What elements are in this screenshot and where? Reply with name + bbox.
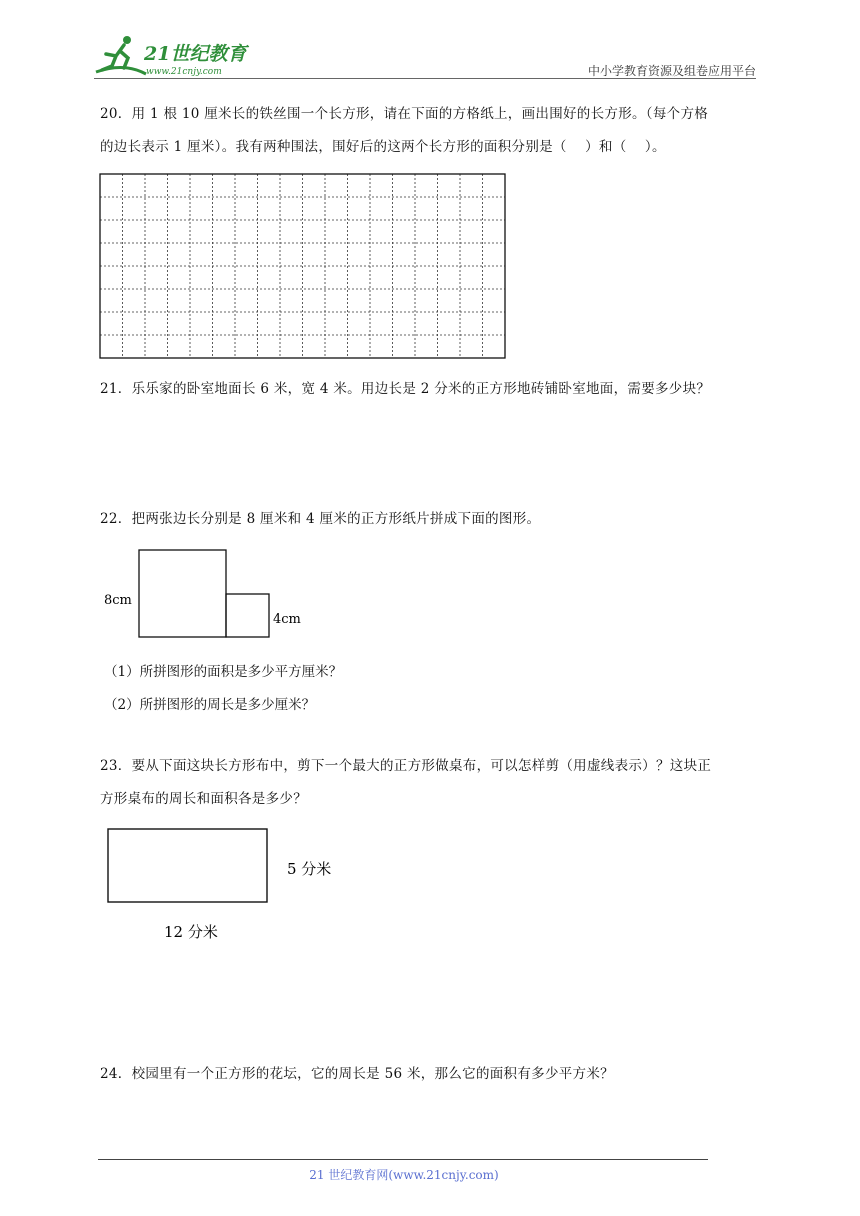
- question-20-line1: 20．用 1 根 10 厘米长的铁丝围一个长方形，请在下面的方格纸上，画出围好的长方形。（每个方格: [100, 106, 709, 122]
- runner-icon: [96, 36, 146, 74]
- question-23: [100, 750, 760, 816]
- square-grid-paper[interactable]: [99, 173, 507, 359]
- big-square-label: 8cm: [104, 593, 132, 608]
- small-square: [226, 594, 269, 637]
- footer-text: 21 世纪教育网(www.21cnjy.com): [309, 1168, 499, 1182]
- rectangle-cloth-figure[interactable]: [100, 822, 360, 952]
- question-22-sub1: （1）所拼图形的面积是多少平方厘米？: [104, 664, 343, 680]
- logo-text: 21世纪教育: [144, 43, 247, 65]
- footer-divider: [98, 1159, 708, 1160]
- logo-url: www.21cnjy.com: [146, 67, 222, 77]
- platform-name: 中小学教育资源及组卷应用平台: [587, 64, 756, 78]
- question-22-sub2: （2）所拼图形的周长是多少厘米？: [104, 697, 316, 713]
- question-23-line2: 方形桌布的周长和面积各是多少？: [100, 791, 307, 807]
- question-20-line2: 的边长表示 1 厘米）。我有两种围法，围好后的这两个长方形的面积分别是（ ）和（ ）。: [100, 139, 666, 155]
- question-24: 24．校园里有一个正方形的花坛，它的周长是 56 米，那么它的面积有多少平方米？: [100, 1066, 614, 1082]
- small-square-label: 4cm: [273, 612, 301, 627]
- height-label: 5 分米: [287, 860, 332, 878]
- cloth-rectangle[interactable]: [108, 829, 267, 902]
- question-22: 22．把两张边长分别是 8 厘米和 4 厘米的正方形纸片拼成下面的图形。: [100, 511, 541, 527]
- two-squares-figure: [100, 545, 320, 645]
- width-label: 12 分米: [164, 923, 218, 941]
- big-square: [139, 550, 226, 637]
- question-21: 21．乐乐家的卧室地面长 6 米，宽 4 米。用边长是 2 分米的正方形地砖铺卧室地面，需要多少块？: [100, 381, 711, 397]
- site-logo: [94, 32, 264, 80]
- question-20: [100, 98, 760, 164]
- question-23-line1: 23．要从下面这块长方形布中，剪下一个最大的正方形做桌布，可以怎样剪（用虚线表示）？这块正: [100, 758, 712, 774]
- header-divider: [94, 78, 756, 79]
